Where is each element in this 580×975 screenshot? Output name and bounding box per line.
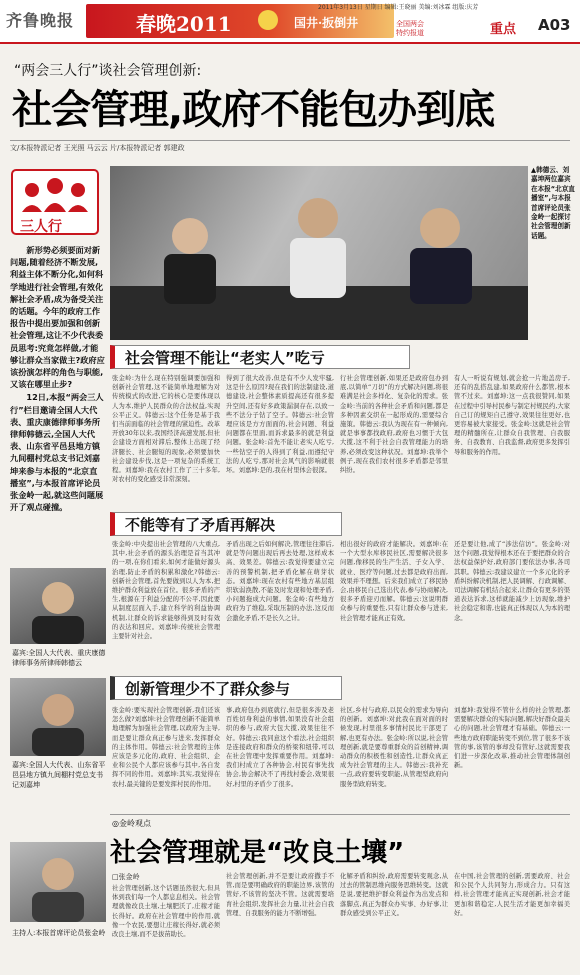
special-report-label — [396, 20, 424, 38]
partner-name: 国井·扳倒井 — [294, 16, 359, 30]
section-title-3-text: 创新管理少不了群众参与 — [125, 679, 291, 698]
section-3-col-4: 刘嘉坤:我觉得不管什么样的社会管理,都需要解决群众的实际问题,解决好群众最关心的问题,社会管理才有基础。韩德云:一些地方政府职能转变不到位,管了很多不该管的事,该管的事却没有管好,这就需要我们进一步深化改革,推动社会管理体制创新。 — [454, 707, 570, 770]
commentary-headline: 社会管理就是“改良土壤” — [110, 838, 405, 868]
section-2-col-1: 张金岭:中央提出社会管理的八大重点,其中,社会矛盾的源头治理是首当其冲的一项,在你们看来,如何才能做好源头治理,防止矛盾的积累和激化?韩德云:创新社会管理,首先要做到以人为本,把维护群众利益放在首位。很多矛盾的产生,根源在于利益分配的不公平,因此要从制度层面入手,建立科学的利益协调机制,让群众的诉求能够得到及时有效的表达和回应。刘嘉坤:传统社会管理主要针对社会。 — [112, 541, 220, 641]
intro-paragraph-1: 新形势必须要面对新问题,随着经济不断发展,利益主体不断分化,如何科学地进行社会管理,有效化解社会矛盾,成为备受关注的话题。今年的政府工作报告中提出要加强和创新社会管理,这让不少代表委员思考:究竟怎样做,才能够让群众当家做主?政府应该扮演怎样的角色与职能,又该在哪里止步? — [10, 245, 105, 390]
section-title-3 — [110, 676, 342, 700]
byline: 文/本报特派记者 王光照 马云云 片/本报特派记者 郭建政 — [10, 144, 185, 152]
commentary-kicker: ◎金岭观点 — [112, 819, 151, 828]
commentary-col-2: 社会管理创新,并不是要让政府撒手不管,而是要明确政府的职能边界,该管的管好,不该管的坚决不管。这就需要培育社会组织,发挥社会力量,让社会自我管理、自我服务的能力不断增强。 — [226, 873, 334, 917]
headline-kicker: “两会三人行”谈社会管理创新: — [14, 63, 202, 79]
person-1-portrait-icon — [10, 568, 106, 644]
section-3-col-2: 事,政府包办到底就行,但是很多涉及老百姓切身利益的事情,如果没有社会组织的参与,政府大包大揽,效果往往不好。韩德云:我同意这个看法,社会组织是连接政府和群众的桥梁和纽带,可以在社会管理中发挥重要作用。刘嘉坤:我们村成立了各种协会,村民有事先找协会,协会解决不了再找村委会,效果很好,村里的矛盾少了很多。 — [226, 707, 334, 788]
person-1-caption: 嘉宾:全国人大代表、重庆康德律师事务所律师韩德云 — [12, 649, 106, 667]
banner-text: 春晚2011 — [136, 12, 232, 36]
section-2-col-2: 矛盾出现之后如何解决,管理往往滞后,就是等问题出现后再去处理,这样成本高、效果差。韩德云:我觉得要建立完善的预警机制,把矛盾化解在萌芽状态。刘嘉坤:现在农村有些地方基层组织软弱涣散,不能及时发现和处理矛盾,小问题拖成大问题。张金岭:有些地方政府为了维稳,采取压制的办法,这反而会激化矛盾,不是长久之计。 — [226, 541, 334, 622]
commentary-byline: □张金岭 — [112, 873, 140, 881]
commentary-col-3: 化解矛盾和纠纷,政府需要转变观念,从过去的管制思维向服务思维转变。这就是说,要把维护群众利益作为出发点和落脚点,真正为群众办实事、办好事,让群众感受到公平正义。 — [340, 873, 448, 917]
section-label: 重点 — [490, 22, 517, 37]
section-1-col-1: 张金岭:为什么现在特别强调要加强和创新社会管理,这不能简单地理解为对传统模式的改进,它的核心是要体现以人为本,维护人民群众的合法权益,实现公平正义。韩德云:这个任务是基于我们当前面临的社会管理的紧迫性。改革开放30年以来,我国经济高速发展,但社会建设方面相对滞后,整体上出现了经济腿长、社会腿短的现象,必须要加快社会建设步伐,这是一项复杂的系统工程。刘嘉坤:我在农村工作了三十多年,对农村的变化感受非常深刻。 — [112, 375, 220, 484]
intro-text — [10, 244, 105, 513]
section-title-1 — [110, 345, 410, 369]
section-title-2-text: 不能等有了矛盾再解决 — [125, 515, 276, 534]
section-3-col-3: 社区,乡村与政府,以民众的需求为导向的创新。刘嘉坤:对此我在面对面的时候发现,村里很多事情村民比干部更了解,也更有办法。张金岭:所以说,社会管理创新,就是要尊重群众的首创精神,调动群众的积极性和创造性,让群众真正成为社会管理的主人。韩德云:我补充一点,政府要转变职能,从管理型政府向服务型政府转变。 — [340, 707, 448, 788]
person-2-caption: 嘉宾:全国人大代表、山东省平邑县地方镇九间棚村党总支书记刘嘉坤 — [12, 761, 106, 789]
section-title-1-text: 社会管理不能让“老实人”吃亏 — [125, 348, 325, 367]
main-photo-caption: ▲韩德云、刘嘉坤两位嘉宾在本报“北京直播室”,与本报首席评论员张金岭一起探讨社会管理创新话题。 — [531, 166, 575, 240]
column-logo — [10, 168, 100, 236]
section-1-col-4: 有人一听说有规划,就会抢一片地盖房子,还有的乱搭乱建,如果政府什么都管,根本管不过来。刘嘉坤:这一点我很赞同,如果在过程中引导村民参与制定村规民约,大家自己订的规矩自己遵守,效果往往更好,也更容易被大家接受。张金岭:这就是社会管理的精髓所在,让群众自我管理、自我服务、自我教育、自我监督,政府更多发挥引导和服务的作用。 — [454, 375, 570, 456]
special-line-1: 全国两会 — [396, 20, 424, 28]
headline: 社会管理,政府不能包办到底 — [12, 87, 495, 133]
person-3-portrait-icon — [10, 842, 106, 922]
person-2-portrait-icon — [10, 678, 106, 756]
paper-name: 齐鲁晚报 — [6, 11, 75, 30]
section-2-col-3: 相出很好的政府才能解决。刘嘉坤:在一个大型水库移民社区,需要解决很多问题,像移民的生产生活、子女入学、就业、医疗等问题,过去都是政府出面,效果并不理想。后来我们成立了移民协会,由移民自己选出代表,参与协商解决,很多矛盾迎刃而解。韩德云:这说明群众参与的重要性,只有让群众参与进来,社会管理才能真正有效。 — [340, 541, 448, 622]
interview-scene-icon — [110, 166, 528, 340]
person-3-photo — [10, 842, 106, 922]
main-photo — [110, 166, 528, 340]
divider-bottom — [110, 814, 570, 815]
person-1-photo — [10, 568, 106, 644]
page-number: A03 — [538, 16, 571, 34]
commentary-col-4: 在中国,社会管理的创新,需要政府、社会和公民个人共同努力,形成合力。只有这样,社会管理才能真正实现创新,社会才能更加和谐稳定,人民生活才能更加幸福美好。 — [454, 873, 570, 917]
section-3-col-1: 张金岭:要实现社会管理创新,我们还该怎么做?刘嘉坤:社会管理创新不能简单地理解为加强社会管理,以政府为主导,而是要让群众真正参与进来,发挥群众的主体作用。韩德云:社会管理的主体应该是多元化的,政府、社会组织、企业和公民个人都应该参与其中,各自发挥不同的作用。刘嘉坤:其实,我觉得在农村,最关键的是要发挥村民的作用。 — [112, 707, 220, 788]
column-logo-text: 三人行 — [20, 219, 62, 235]
section-1-col-2: 得到了很大改善,但是有不少人发牢骚,这是什么原因?现在我们的法制建设,道德建设,社会整体素质提高还有很多提升空间,还有好多政策漏洞存在,以致一些不法分子钻了空子。韩德云:社会管理应该是方方面面的,社会问题、利益问题都在里面,而诉求最多的就是利益问题。张金岭:首先不能让老实人吃亏,一些钻空子的人得到了利益,而遵纪守法的人吃亏,那对社会风气的影响就很坏。刘嘉坤:是的,我在村里体会很深。 — [226, 375, 334, 475]
section-2-col-4: 还是要让他,成了“涉法信访”。张金岭:对这个问题,我觉得根本还在于要把群众的合法权益保护好,政府部门要依法办事,各司其职。韩德云:我建议建立一个多元化的矛盾纠纷解决机制,把人民调解、行政调解、司法调解有机结合起来,让群众有更多的渠道表达诉求,这样就能减少上访现象,维护社会稳定和谐,也能真正体现以人为本的理念。 — [454, 541, 570, 622]
section-title-2 — [110, 512, 342, 536]
special-line-2: 特约报道 — [396, 29, 424, 37]
intro-paragraph-2: 12日,本报“两会三人行”栏目邀请全国人大代表、重庆康德律师事务所律师韩德云,全国人大代表、山东省平邑县地方镇九间棚村党总支书记刘嘉坤来参与本报的“北京直播室”,与本报首席评论员张金岭一起,就这些问题展开了观点碰撞。 — [10, 392, 104, 513]
commentary-col-1: 社会管理创新,这个话题虽然很大,但具体到我们每一个人都息息相关。社会管理就像改良土壤,土壤肥沃了,庄稼才能长得好。政府在社会管理中的作用,就像一个农民,要想让庄稼长得好,就必须改良土壤,而不是拔苗助长。 — [112, 885, 220, 939]
person-3-caption: 主持人:本报首席评论员张金岭 — [12, 929, 106, 937]
emblem-icon — [258, 10, 278, 30]
masthead — [0, 0, 580, 44]
section-1-col-3: 行社会管理创新,如果还是政府包办到底,以简单“刀切”的方式解决问题,将很难满足社会多样化、复杂化的需求。张金岭:当前的各种社会矛盾和问题,都是多种因素交织在一起形成的,需要综合施策。韩德云:我认为现在有一种倾向,就是事事都找政府,政府也习惯于大包大揽,这不利于社会自我管理能力的培养,必须改变这种状况。刘嘉坤:我举个例子,现在我们农村很多矛盾都是邻里纠纷。 — [340, 375, 448, 475]
date-line: 2011年3月13日 星期日 编辑:王晓丽 美编:刘冰霖 组版:庆芳 — [318, 4, 479, 11]
divider — [10, 140, 570, 141]
person-2-photo — [10, 678, 106, 756]
